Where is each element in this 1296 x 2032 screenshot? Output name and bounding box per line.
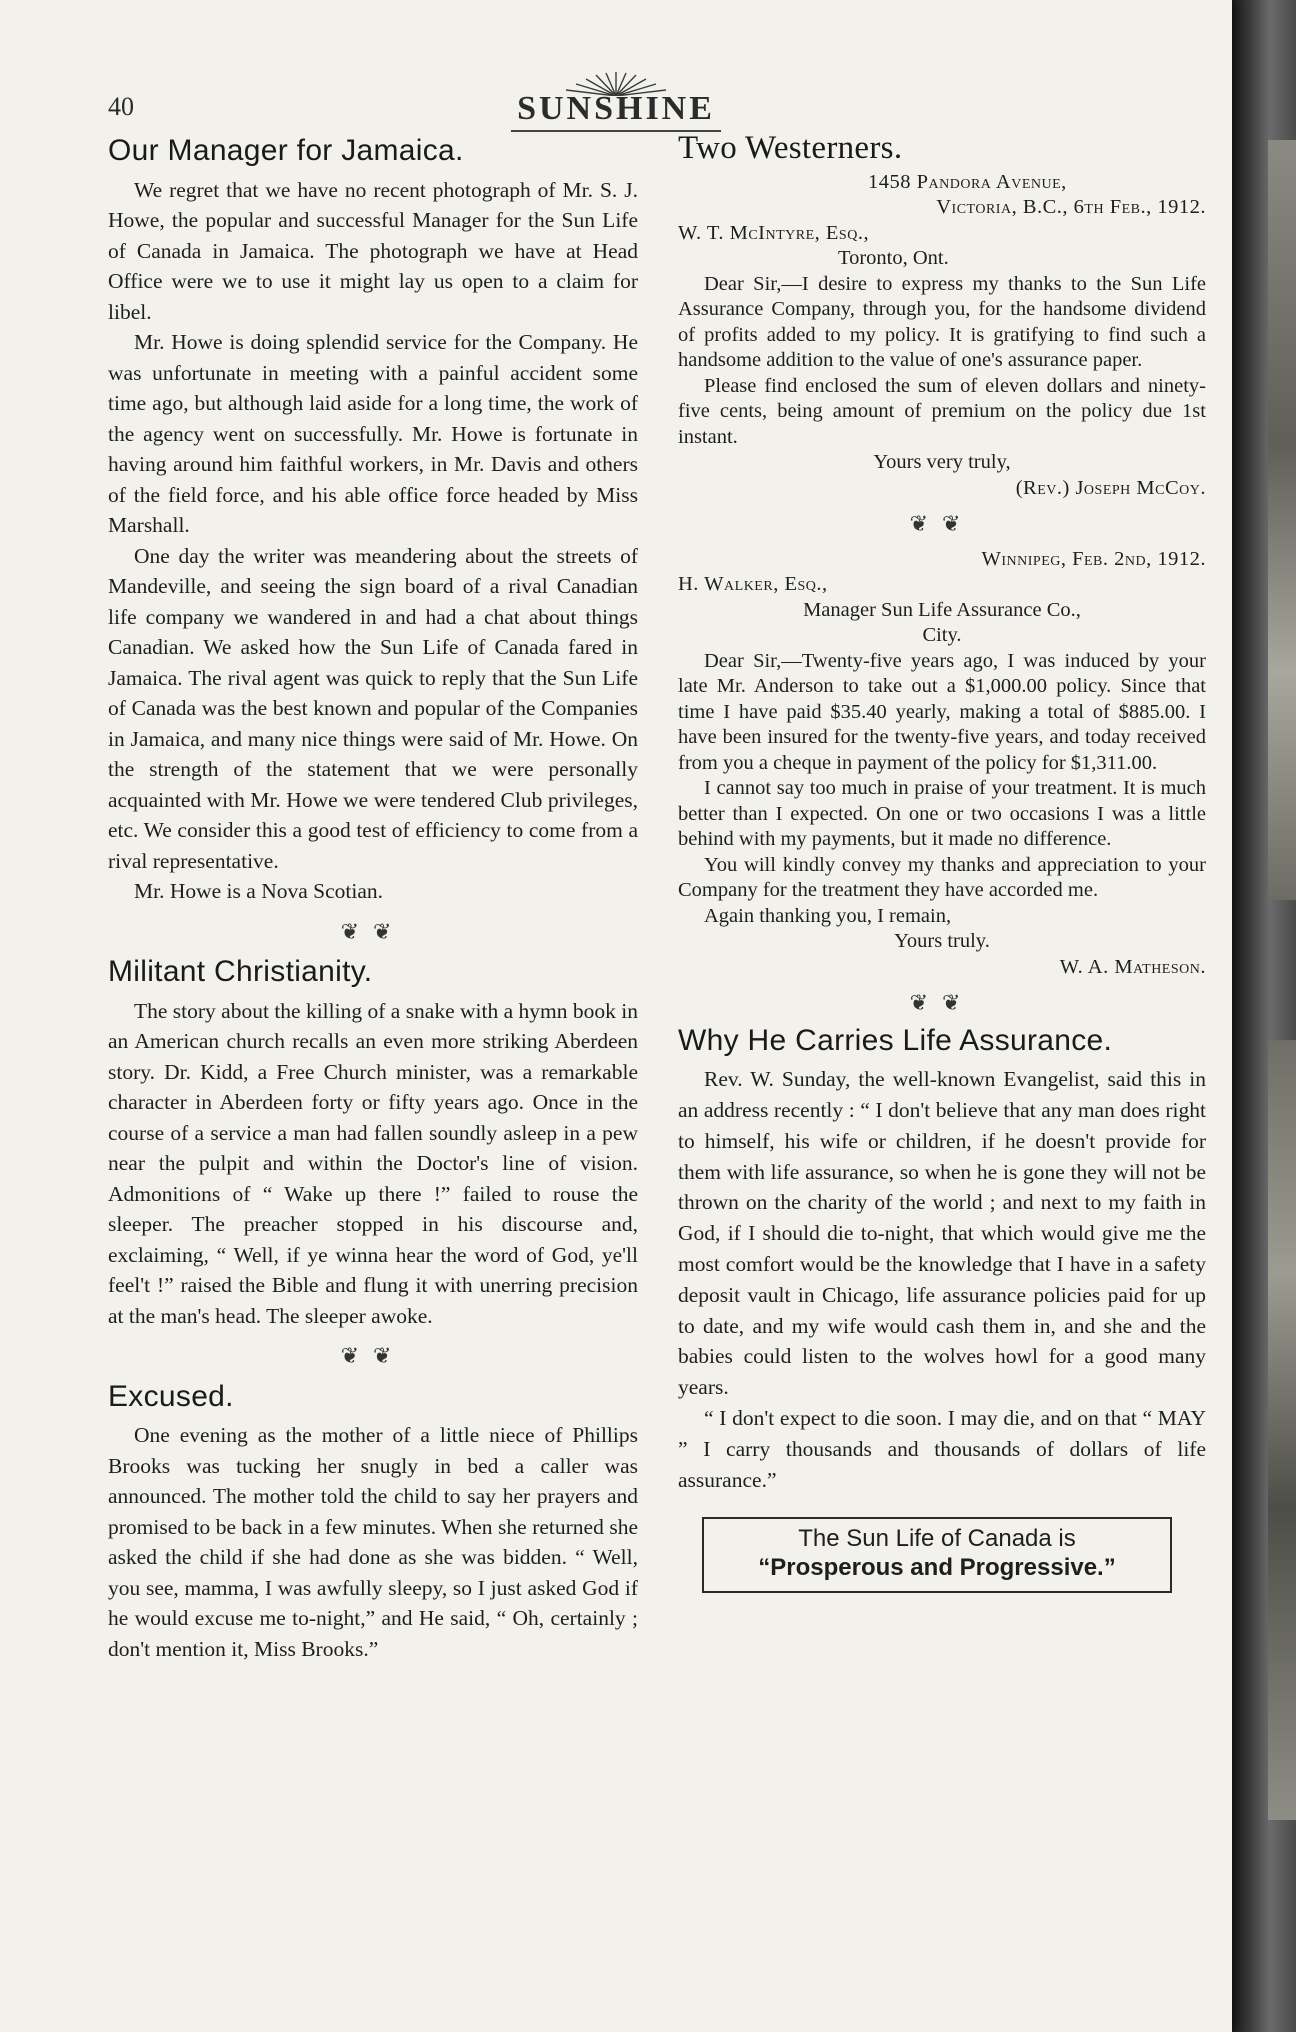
- article-paragraph: One evening as the mother of a little niece of Phillips Brooks was tucking her snugly in bed a caller was announced. The mother told the child to say her prayers and promised to be back in a few minutes. When she returned she asked the child if she had done as she was bidden. “ Well, you see, mamma, I was awfully sleepy, so I just asked God if he would excuse me to-night,” and He said, “ Oh, certainly ; don't mention it, Miss Brooks.”: [108, 1423, 638, 1661]
- article-paragraph: One day the writer was meandering about the streets of Mandeville, and seeing the sign board of a rival Canadian life company we wandered in and had a chat about things Canadian. We asked how the Sun Life of Canada fared in Jamaica. The rival agent was quick to reply that the Sun Life of Canada was the best known and popular of the Companies in Jamaica, and many nice things were said of Mr. Howe. On the strength of the statement that we were personally acquainted with Mr. Howe we were tendered Club privileges, etc. We consider this a good test of efficiency to come from a rival representative.: [108, 543, 638, 873]
- slogan-line-2: “Prosperous and Progressive.”: [758, 1554, 1116, 1582]
- letter-body: Again thanking you, I remain,: [704, 904, 952, 927]
- leaf-ornament-icon: ❦❦: [340, 1343, 406, 1368]
- leaf-ornament-icon: ❦❦: [909, 990, 975, 1015]
- masthead: [0, 70, 1232, 132]
- right-column: [678, 130, 1206, 1593]
- letter-closing: Yours very truly,: [873, 451, 1011, 473]
- adjacent-page-photo-lower: [1268, 1040, 1296, 1820]
- adjacent-page-photo-upper: [1268, 140, 1296, 900]
- article-title-jamaica: Our Manager for Jamaica.: [108, 134, 464, 167]
- letter-body: You will kindly convey my thanks and appreciation to your Company for the treatment they have accorded me.: [678, 853, 1206, 901]
- page-number: 40: [108, 92, 134, 121]
- letter-dateline: Winnipeg, Feb. 2nd, 1912.: [981, 547, 1206, 570]
- letter-recipient: Toronto, Ont.: [838, 247, 949, 269]
- letter-recipient: City.: [922, 624, 962, 646]
- letter-address-line: Victoria, B.C., 6th Feb., 1912.: [936, 196, 1206, 218]
- article-paragraph: Mr. Howe is doing splendid service for the Company. He was unfortunate in meeting with a painful accident some time ago, but although laid aside for a long time, the work of the agency went on successfully. Mr. Howe is fortunate in having around him faithful workers, in Mr. Davis and others of the field force, and his able office force headed by Miss Marshall.: [108, 330, 638, 537]
- article-title-westerners: Two Westerners.: [678, 130, 903, 166]
- article-title-militant: Militant Christianity.: [108, 955, 373, 988]
- letter-recipient: W. T. McIntyre, Esq.,: [678, 221, 870, 244]
- article-paragraph: “ I don't expect to die soon. I may die, and on that “ MAY ” I carry thousands and thousands of dollars of life assurance.”: [678, 1406, 1206, 1492]
- letter-body: Dear Sir,—I desire to express my thanks to the Sun Life Assurance Company, through you, for the handsome dividend of profits added to my policy. It is gratifying to find such a handsome addition to the value of one's assurance paper.: [678, 272, 1206, 371]
- letter-signature: W. A. Matheson.: [1059, 955, 1206, 978]
- assurance-section: [678, 1023, 1206, 1594]
- leaf-ornament-icon: ❦❦: [340, 918, 406, 944]
- article-paragraph: We regret that we have no recent photograph of Mr. S. J. Howe, the popular and successful Manager for the Sun Life of Canada in Jamaica. The photograph we have at Head Office were we to use it might lay us open to a claim for libel.: [108, 177, 638, 324]
- leaf-ornament-icon: ❦❦: [909, 511, 975, 536]
- article-title-assurance: Why He Carries Life Assurance.: [678, 1023, 1113, 1057]
- article-paragraph: Mr. Howe is a Nova Scotian.: [134, 879, 384, 903]
- masthead-title: SUNSHINE: [511, 90, 721, 132]
- article-paragraph: The story about the killing of a snake with a hymn book in an American church recalls an even more striking Aberdeen story. Dr. Kidd, a Free Church minister, was a remarkable character in Aberdeen forty or fifty years ago. Once in the course of a service a man had fallen soundly asleep in a pew near the pulpit and within the Doctor's line of vision. Admonitions of “ Wake up there !” failed to rouse the sleeper. The preacher stopped in his discourse and, exclaiming, “ Well, if ye winna hear the word of God, ye'll feel't !” raised the Bible and flung it with unerring precision at the man's head. The sleeper awoke.: [108, 998, 638, 1328]
- article-paragraph: Rev. W. Sunday, the well-known Evangelist, said this in an address recently : “ I don't believe that any man does right to himself, his wife or children, if he doesn't provide for them with life assurance, so when he is gone they will not be thrown on the charity of the world ; and next to my faith in God, if I should die to-night, that which would give me the most comfort would be the knowledge that I have in a safety deposit vault in Chicago, life assurance policies paid for up to date, and my wife would cash them in, and she and the babies could listen to the wolves howl for a good many years.: [678, 1067, 1206, 1400]
- letter-body: I cannot say too much in praise of your treatment. It is much better than I expected. On one or two occasions I was a little behind with my payments, but it made no difference.: [678, 777, 1206, 850]
- letter-recipient: H. Walker, Esq.,: [678, 573, 828, 595]
- letter-recipient: Manager Sun Life Assurance Co.,: [803, 598, 1081, 621]
- letter-address-line: 1458 Pandora Avenue,: [868, 170, 1067, 193]
- letter-signature: (Rev.) Joseph McCoy.: [1015, 476, 1206, 499]
- article-title-excused: Excused.: [108, 1379, 234, 1413]
- letter-body: Please find enclosed the sum of eleven dollars and ninety-five cents, being amount of premium on the policy due 1st instant.: [678, 374, 1206, 448]
- slogan-line-1: The Sun Life of Canada is: [798, 1525, 1076, 1553]
- slogan-box: [702, 1517, 1172, 1593]
- letter-closing: Yours truly.: [894, 930, 990, 952]
- left-column: [108, 136, 638, 1664]
- letter-body: Dear Sir,—Twenty-five years ago, I was induced by your late Mr. Anderson to take out a $1,000.00 policy. Since that time I have paid $35.40 yearly, making a total of $885.00. I have been insured for the twenty-five years, and today received from you a cheque in payment of the policy for $1,311.00.: [678, 649, 1206, 774]
